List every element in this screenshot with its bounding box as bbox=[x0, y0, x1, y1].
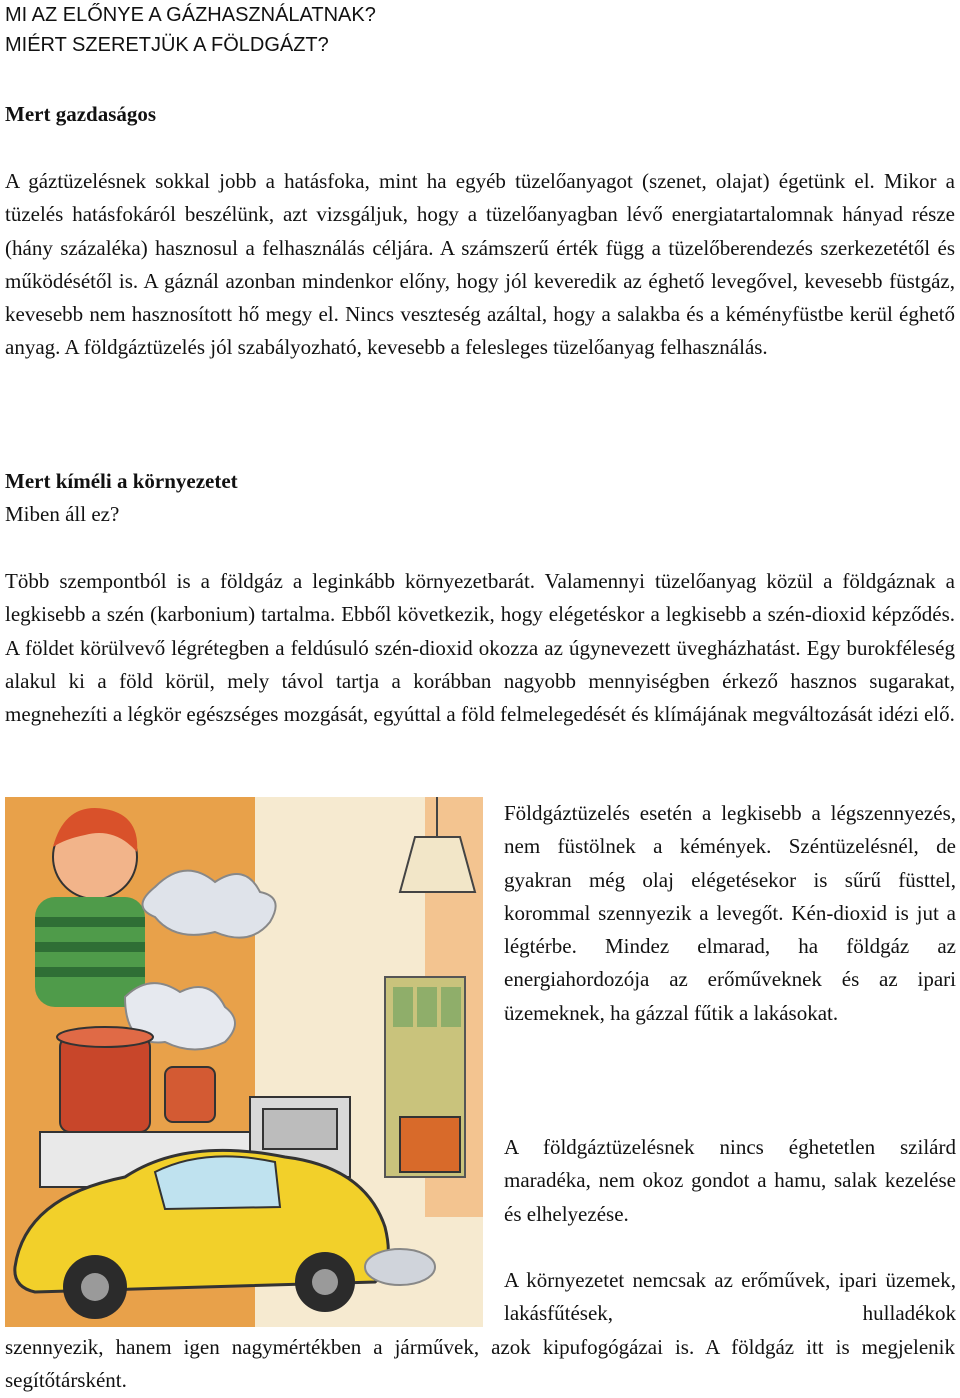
column-paragraph-2: A földgáztüzelésnek nincs éghetetlen szilárd maradéka, nem okoz gondot a hamu, salak kezelése és elhelyezése. bbox=[504, 1135, 956, 1226]
illustration-image bbox=[5, 797, 483, 1327]
bottom-paragraph: szennyezik, hanem igen nagymértékben a járművek, azok kipufogógázai is. A földgáz itt is megjelenik segítőtársként. bbox=[5, 1335, 955, 1393]
column-paragraph-3: A környezetet nemcsak az erőművek, ipari üzemek, lakásfűtések, hulladékok bbox=[504, 1268, 956, 1326]
section-heading-environment: Mert kíméli a környezetet bbox=[5, 469, 238, 493]
page-title bbox=[5, 0, 955, 60]
title-line-2: MIÉRT SZERETJÜK A FÖLDGÁZT? bbox=[5, 34, 329, 56]
column-paragraph-1: Földgáztüzelés esetén a legkisebb a légszennyezés, nem füstölnek a kémények. Széntüzelésnél, de gyakran még olaj elégetésekor is sűrű füsttel, korommal szennyezik a levegőt. Kén-dioxid is jut a légtérbe. Mindez elmarad, ha földgáz az energiahordozója az erőműveknek és az ipari üzemeknek, ha gázzal fűtik a lakásokat. bbox=[504, 801, 956, 1025]
section-heading-economic: Mert gazdaságos bbox=[5, 102, 157, 126]
section-subline: Miben áll ez? bbox=[5, 502, 120, 526]
paragraph-economic: A gáztüzelésnek sokkal jobb a hatásfoka, mint ha egyéb tüzelőanyagot (szenet, olajat) égetünk el. Mikor a tüzelés hatásfokáról beszélünk, azt vizsgáljuk, hogy a tüzelőanyagban lévő energiatartalomnak hányad része (hány százaléka) hasznosul a felhasználás céljára. A számszerű érték függ a tüzelőberendezés szerkezetétől és működésétől is. A gáznál azonban mindenkor előny, hogy jól keveredik az éghető levegővel, kevesebb füstgáz, kevesebb nem hasznosított hő megy el. Nincs veszteség azáltal, hogy a salakba és a kéményfüstbe kerül éghető anyag. A földgáztüzelés jól szabályozható, kevesebb a felesleges tüzelőanyag felhasználás. bbox=[5, 169, 955, 360]
paragraph-environment: Több szempontból is a földgáz a leginkább környezetbarát. Valamennyi tüzelőanyag közül a földgáznak a legkisebb a szén (karbonium) tartalma. Ebből következik, hogy elégetéskor a legkisebb a szén-dioxid képződés. A földet körülvevő légrétegben a feldúsuló szén-dioxid okozza az úgynevezett üvegházhatást. Egy burokféleség alakul ki a föld körül, mely távol tartja a korábban nagyobb mennyiségben érkező hasznos sugarakat, megnehezíti a légkör egészséges mozgását, egyúttal a föld felmelegedését és klímájának megváltozását idézi elő. bbox=[5, 569, 955, 727]
title-line-1: MI AZ ELŐNYE A GÁZHASZNÁLATNAK? bbox=[5, 4, 376, 26]
